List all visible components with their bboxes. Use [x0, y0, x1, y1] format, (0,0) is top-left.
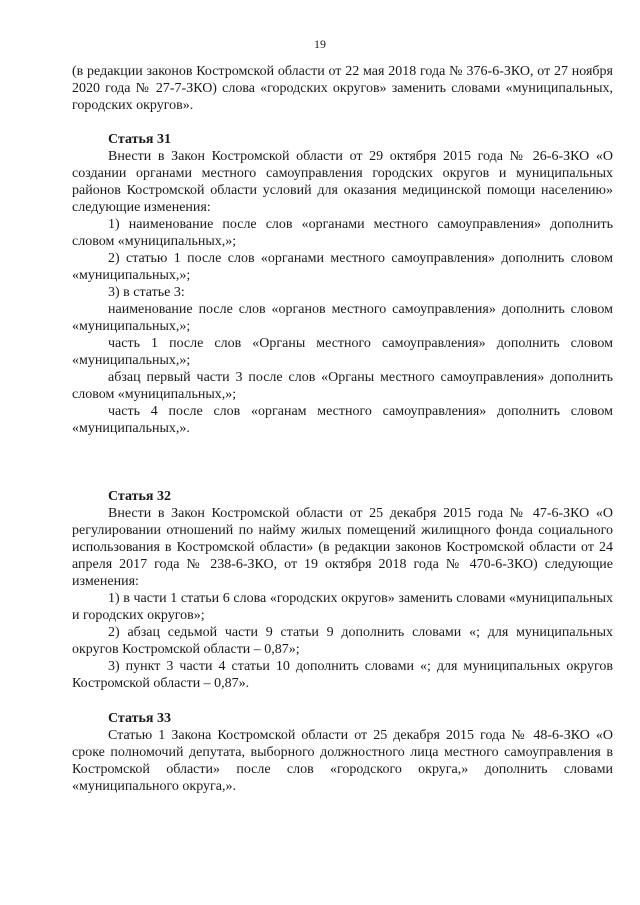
- article-paragraph: наименование после слов «органов местного самоуправления» дополнить словом «муниципальных,»;: [72, 302, 613, 334]
- article-paragraph: 3) в статье 3:: [108, 285, 185, 300]
- page-number: 19: [314, 37, 326, 51]
- article-heading: Статья 32: [108, 489, 171, 504]
- article-32: [72, 488, 613, 692]
- article-paragraph: абзац первый части 3 после слов «Органы местного самоуправления» дополнить словом «муниципальных,»;: [72, 370, 613, 402]
- article-paragraph: 2) статью 1 после слов «органами местного самоуправления» дополнить словом «муниципальных,»;: [72, 251, 613, 283]
- article-31: [72, 131, 613, 437]
- intro-paragraph: (в редакции законов Костромской области от 22 мая 2018 года № 376-6-ЗКО, от 27 ноября 2020 года № 27-7-ЗКО) слова «городских округов» заменить словами «муниципальных, городских округов».: [72, 64, 613, 113]
- document-body: [72, 63, 613, 795]
- article-paragraph: Статью 1 Закона Костромской области от 25 декабря 2015 года № 48-6-ЗКО «О сроке полномочий депутата, выборного должностного лица местного самоуправления в Костромской области» после слов «городского округа,» дополнить словами «муниципального округа,».: [72, 728, 613, 794]
- article-paragraph: Внести в Закон Костромской области от 29 октября 2015 года № 26-6-ЗКО «О создании органами местного самоуправления городских округов и муниципальных районов Костромской области условий для оказания медицинской помощи населению» следующие изменения:: [72, 149, 613, 215]
- article-paragraph: 2) абзац седьмой части 9 статьи 9 дополнить словами «; для муниципальных округов Костромской области – 0,87»;: [72, 625, 613, 657]
- article-heading: Статья 33: [108, 711, 171, 726]
- article-paragraph: Внести в Закон Костромской области от 25 декабря 2015 года № 47-6-ЗКО «О регулировании отношений по найму жилых помещений жилищного фонда социального использования в Костромской области» (в редакции законов Костромской области от 24 апреля 2017 года № 238-6-ЗКО, от 19 октября 2018 года № 470-6-ЗКО) следующие изменения:: [72, 506, 613, 589]
- article-paragraph: 1) наименование после слов «органами местного самоуправления» дополнить словом «муниципальных,»;: [72, 217, 613, 249]
- article-paragraph: 1) в части 1 статьи 6 слова «городских округов» заменить словами «муниципальных и городских округов»;: [72, 591, 613, 623]
- article-paragraph: часть 4 после слов «органам местного самоуправления» дополнить словом «муниципальных,».: [72, 404, 613, 436]
- article-heading: Статья 31: [108, 132, 171, 147]
- article-paragraph: часть 1 после слов «Органы местного самоуправления» дополнить словом «муниципальных,»;: [72, 336, 613, 368]
- article-paragraph: 3) пункт 3 части 4 статьи 10 дополнить словами «; для муниципальных округов Костромской области – 0,87».: [72, 659, 613, 691]
- article-33: [72, 710, 613, 795]
